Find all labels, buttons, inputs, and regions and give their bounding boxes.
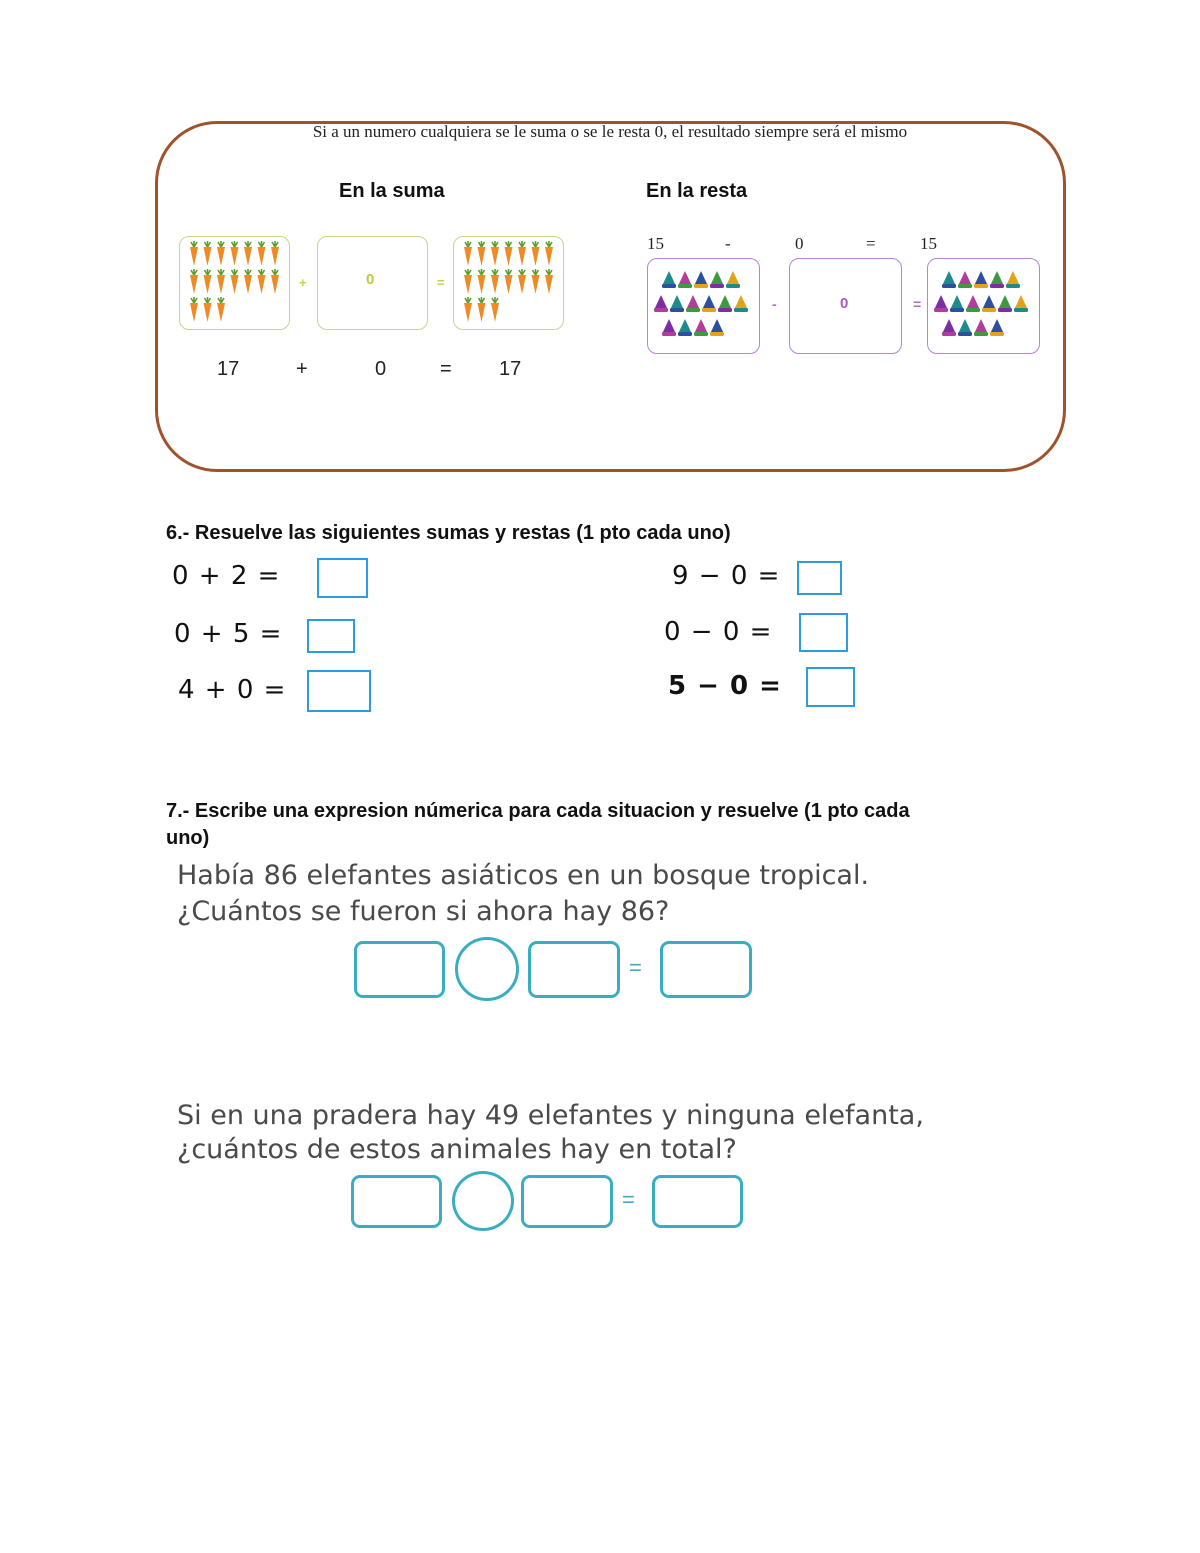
- carrot-icon: [505, 241, 513, 266]
- carrot-icon: [190, 297, 198, 322]
- hat-icon: [678, 271, 692, 288]
- carrot-icon: [190, 241, 198, 266]
- problem2-line2: ¿cuántos de estos animales hay en total?: [177, 1134, 737, 1165]
- resta-eq: =: [866, 234, 876, 253]
- suma-b: 0: [375, 358, 387, 380]
- hat-icon: [998, 295, 1012, 312]
- hat-icon: [974, 319, 988, 336]
- zero-box: [317, 236, 428, 330]
- hats-box-right: [927, 258, 1040, 354]
- resta-b: 0: [795, 234, 804, 253]
- carrot-icon: [464, 297, 472, 322]
- carrot-icon: [532, 269, 540, 294]
- resta-a: 15: [647, 234, 664, 253]
- carrot-icon-group: [186, 240, 286, 326]
- hat-icon: [718, 295, 732, 312]
- equals-sign-small-purple: =: [913, 296, 922, 312]
- carrot-icon: [217, 269, 225, 294]
- suma-r: 17: [499, 358, 522, 380]
- carrots-box-left: [179, 236, 290, 330]
- hat-icon: [958, 271, 972, 288]
- carrot-icon: [244, 241, 252, 266]
- p2-equals-sign: =: [622, 1187, 635, 1212]
- resta-op: -: [725, 234, 731, 253]
- q6-expr-right-1: 9 − 0 =: [672, 561, 781, 591]
- p2-operand-box-2[interactable]: [521, 1175, 613, 1228]
- hat-icon: [662, 271, 676, 288]
- q6-answer-right-2[interactable]: [799, 613, 848, 652]
- hat-icon: [1014, 295, 1028, 312]
- carrot-icon: [545, 241, 553, 266]
- carrot-icon: [258, 269, 266, 294]
- resta-heading: En la resta: [646, 180, 748, 202]
- p1-operand-box-2[interactable]: [528, 941, 620, 998]
- carrot-icon: [204, 297, 212, 322]
- hat-icon: [662, 319, 676, 336]
- p2-result-box[interactable]: [652, 1175, 743, 1228]
- equals-sign-small: =: [437, 275, 445, 290]
- carrot-icon: [271, 269, 279, 294]
- hat-icon: [726, 271, 740, 288]
- hat-icon: [942, 319, 956, 336]
- carrot-icon: [231, 241, 239, 266]
- hat-icon: [974, 271, 988, 288]
- minus-sign-small: -: [772, 296, 777, 312]
- hat-icon: [966, 295, 980, 312]
- zero-small-purple: 0: [840, 295, 849, 312]
- carrot-icon: [244, 269, 252, 294]
- q6-expr-left-2: 0 + 5 =: [174, 619, 283, 649]
- carrot-icon: [204, 269, 212, 294]
- carrot-icon: [464, 241, 472, 266]
- hat-icon: [990, 271, 1004, 288]
- carrot-icon: [271, 241, 279, 266]
- carrot-icon: [518, 241, 526, 266]
- suma-eq: =: [440, 358, 452, 380]
- suma-op: +: [296, 358, 308, 380]
- q6-answer-left-2[interactable]: [307, 619, 355, 653]
- problem2-line1: Si en una pradera hay 49 elefantes y ninguna elefanta,: [177, 1100, 924, 1131]
- hat-icon: [734, 295, 748, 312]
- hat-icon: [678, 319, 692, 336]
- carrots-box-right: [453, 236, 564, 330]
- p1-operator-circle[interactable]: [455, 937, 519, 1001]
- hat-icon: [686, 295, 700, 312]
- info-title: Si a un numero cualquiera se le suma o se le resta 0, el resultado siempre será el mismo: [312, 122, 908, 141]
- carrot-icon: [478, 269, 486, 294]
- suma-a: 17: [217, 358, 240, 380]
- hat-icon: [958, 319, 972, 336]
- problem1-line1: Había 86 elefantes asiáticos en un bosque tropical.: [177, 860, 870, 891]
- p1-equals-sign: =: [629, 955, 642, 980]
- p2-operand-box-1[interactable]: [351, 1175, 442, 1228]
- q7-heading-line2: uno): [166, 827, 210, 849]
- hat-icon: [942, 271, 956, 288]
- hats-box-left: [647, 258, 760, 354]
- q6-expr-right-2: 0 − 0 =: [664, 617, 773, 647]
- suma-heading: En la suma: [339, 180, 445, 202]
- carrot-icon-group: [460, 240, 560, 326]
- hat-icon: [702, 295, 716, 312]
- hat-icon: [654, 295, 668, 312]
- hat-icon: [950, 295, 964, 312]
- q6-answer-left-3[interactable]: [307, 670, 371, 712]
- carrot-icon: [204, 241, 212, 266]
- carrot-icon: [518, 269, 526, 294]
- hat-icon: [710, 271, 724, 288]
- plus-sign-small: +: [299, 275, 307, 290]
- carrot-icon: [491, 241, 499, 266]
- carrot-icon: [491, 269, 499, 294]
- hat-icon: [982, 295, 996, 312]
- carrot-icon: [190, 269, 198, 294]
- carrot-icon: [532, 241, 540, 266]
- hat-icon: [694, 271, 708, 288]
- carrot-icon: [491, 297, 499, 322]
- carrot-icon: [217, 241, 225, 266]
- carrot-icon: [258, 241, 266, 266]
- q6-expr-left-1: 0 + 2 =: [172, 561, 281, 591]
- q6-heading: 6.- Resuelve las siguientes sumas y restas (1 pto cada uno): [166, 522, 731, 544]
- q6-expr-left-3: 4 + 0 =: [178, 675, 287, 705]
- q6-answer-right-1[interactable]: [797, 561, 842, 595]
- hat-icon: [710, 319, 724, 336]
- p2-operator-circle[interactable]: [452, 1171, 514, 1231]
- carrot-icon: [217, 297, 225, 322]
- carrot-icon: [478, 297, 486, 322]
- carrot-icon: [505, 269, 513, 294]
- hat-icon-group: [654, 267, 754, 345]
- zero-box-purple: [789, 258, 902, 354]
- problem1-line2: ¿Cuántos se fueron si ahora hay 86?: [177, 896, 670, 927]
- q6-expr-right-3: 5 − 0 =: [668, 671, 782, 701]
- carrot-icon: [464, 269, 472, 294]
- q6-answer-right-3[interactable]: [806, 667, 855, 707]
- carrot-icon: [478, 241, 486, 266]
- hat-icon: [990, 319, 1004, 336]
- carrot-icon: [545, 269, 553, 294]
- zero-small: 0: [366, 271, 375, 288]
- p1-result-box[interactable]: [660, 941, 752, 998]
- hat-icon: [934, 295, 948, 312]
- hat-icon: [1006, 271, 1020, 288]
- p1-operand-box-1[interactable]: [354, 941, 445, 998]
- hat-icon: [670, 295, 684, 312]
- hat-icon: [694, 319, 708, 336]
- resta-r: 15: [920, 234, 937, 253]
- hat-icon-group: [934, 267, 1034, 345]
- carrot-icon: [231, 269, 239, 294]
- q7-heading-line1: 7.- Escribe una expresion númerica para cada situacion y resuelve (1 pto cada: [166, 800, 910, 822]
- q6-answer-left-1[interactable]: [317, 558, 368, 598]
